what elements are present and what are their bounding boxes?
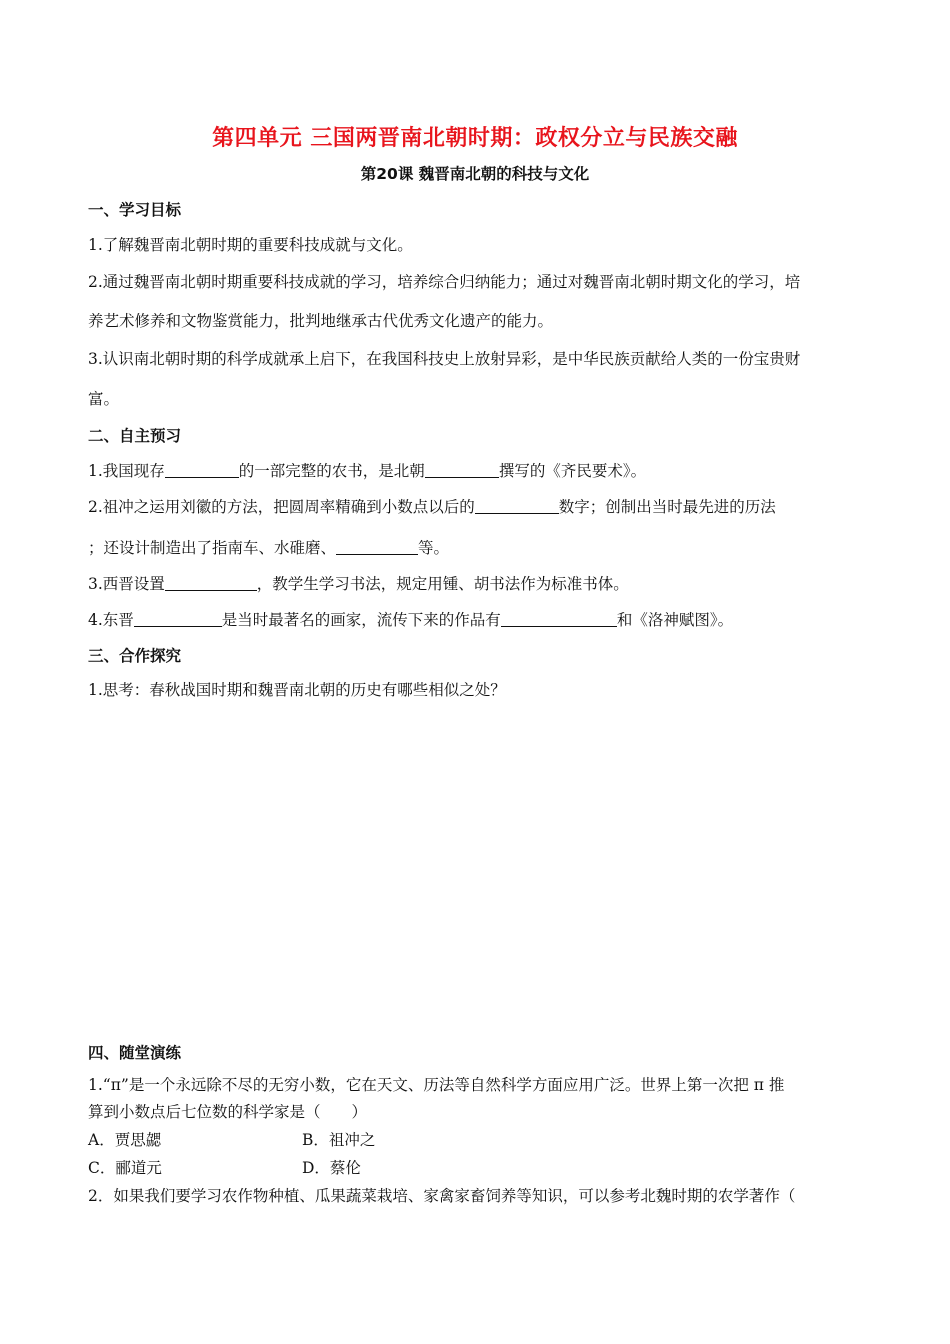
preview-question-2 bbox=[88, 495, 776, 517]
fill-blank[interactable] bbox=[336, 538, 418, 555]
fill-blank[interactable] bbox=[165, 574, 257, 591]
objective-line-4: 3.认识南北朝时期的科学成就承上启下，在我国科技史上放射异彩，是中华民族贡献给人类的一份宝贵财 bbox=[88, 350, 801, 368]
preview-question-3 bbox=[88, 572, 629, 594]
text-segment: 2.祖冲之运用刘徽的方法，把圆周率精确到小数点以后的 bbox=[88, 498, 475, 516]
fill-blank[interactable] bbox=[475, 497, 559, 514]
text-segment: 是当时最著名的画家，流传下来的作品有 bbox=[221, 611, 501, 629]
text-segment: 3.西晋设置 bbox=[88, 575, 165, 593]
fill-blank[interactable] bbox=[425, 461, 499, 478]
unit-title: 第四单元 三国两晋南北朝时期：政权分立与民族交融 bbox=[212, 126, 738, 151]
text-segment: 和《洛神赋图》。 bbox=[616, 611, 734, 629]
option-d[interactable]: D．蔡伦 bbox=[302, 1159, 361, 1177]
text-segment: 1.我国现存 bbox=[88, 462, 165, 480]
text-segment: 4.东晋 bbox=[88, 611, 134, 629]
fill-blank[interactable] bbox=[165, 461, 239, 478]
objective-line-1: 1.了解魏晋南北朝时期的重要科技成就与文化。 bbox=[88, 236, 413, 254]
option-b[interactable]: B．祖冲之 bbox=[302, 1131, 376, 1149]
objective-line-3: 养艺术修养和文物鉴赏能力，批判地继承古代优秀文化遗产的能力。 bbox=[88, 312, 554, 330]
section-heading-practice: 四、随堂演练 bbox=[88, 1044, 182, 1062]
text-segment: 数字；创制出当时最先进的历法 bbox=[558, 498, 776, 516]
preview-question-1 bbox=[88, 459, 646, 481]
explore-question-1: 1.思考：春秋战国时期和魏晋南北朝的历史有哪些相似之处？ bbox=[88, 681, 506, 699]
text-segment: ；还设计制造出了指南车、水碓磨、 bbox=[88, 539, 337, 557]
option-c[interactable]: C．郦道元 bbox=[88, 1159, 162, 1177]
objective-line-5: 富。 bbox=[88, 390, 120, 408]
text-segment: 的一部完整的农书，是北朝 bbox=[238, 462, 425, 480]
section-heading-objectives: 一、学习目标 bbox=[88, 201, 182, 219]
preview-question-4 bbox=[88, 608, 733, 630]
text-segment: ，教学生学习书法，规定用锺、胡书法作为标准书体。 bbox=[256, 575, 629, 593]
practice-question-1-line-2: 算到小数点后七位数的科学家是（ ） bbox=[88, 1103, 368, 1121]
preview-question-2-cont bbox=[88, 536, 449, 558]
fill-blank[interactable] bbox=[501, 610, 617, 627]
option-a[interactable]: A．贾思勰 bbox=[88, 1131, 162, 1149]
objective-line-2: 2.通过魏晋南北朝时期重要科技成就的学习，培养综合归纳能力；通过对魏晋南北朝时期文化的学习，培 bbox=[88, 273, 801, 291]
text-segment: 等。 bbox=[418, 539, 450, 557]
section-heading-preview: 二、自主预习 bbox=[88, 427, 182, 445]
text-segment: 撰写的《齐民要术》。 bbox=[498, 462, 647, 480]
fill-blank[interactable] bbox=[134, 610, 222, 627]
practice-question-1-line-1: 1.“π”是一个永远除不尽的无穷小数，它在天文、历法等自然科学方面应用广泛。世界上第一次把 π 推 bbox=[88, 1076, 785, 1094]
section-heading-explore: 三、合作探究 bbox=[88, 647, 182, 665]
lesson-title: 第20课 魏晋南北朝的科技与文化 bbox=[360, 165, 590, 183]
practice-question-2-line-1: 2．如果我们要学习农作物种植、瓜果蔬菜栽培、家禽家畜饲养等知识，可以参考北魏时期的农学著作（ bbox=[88, 1187, 796, 1205]
